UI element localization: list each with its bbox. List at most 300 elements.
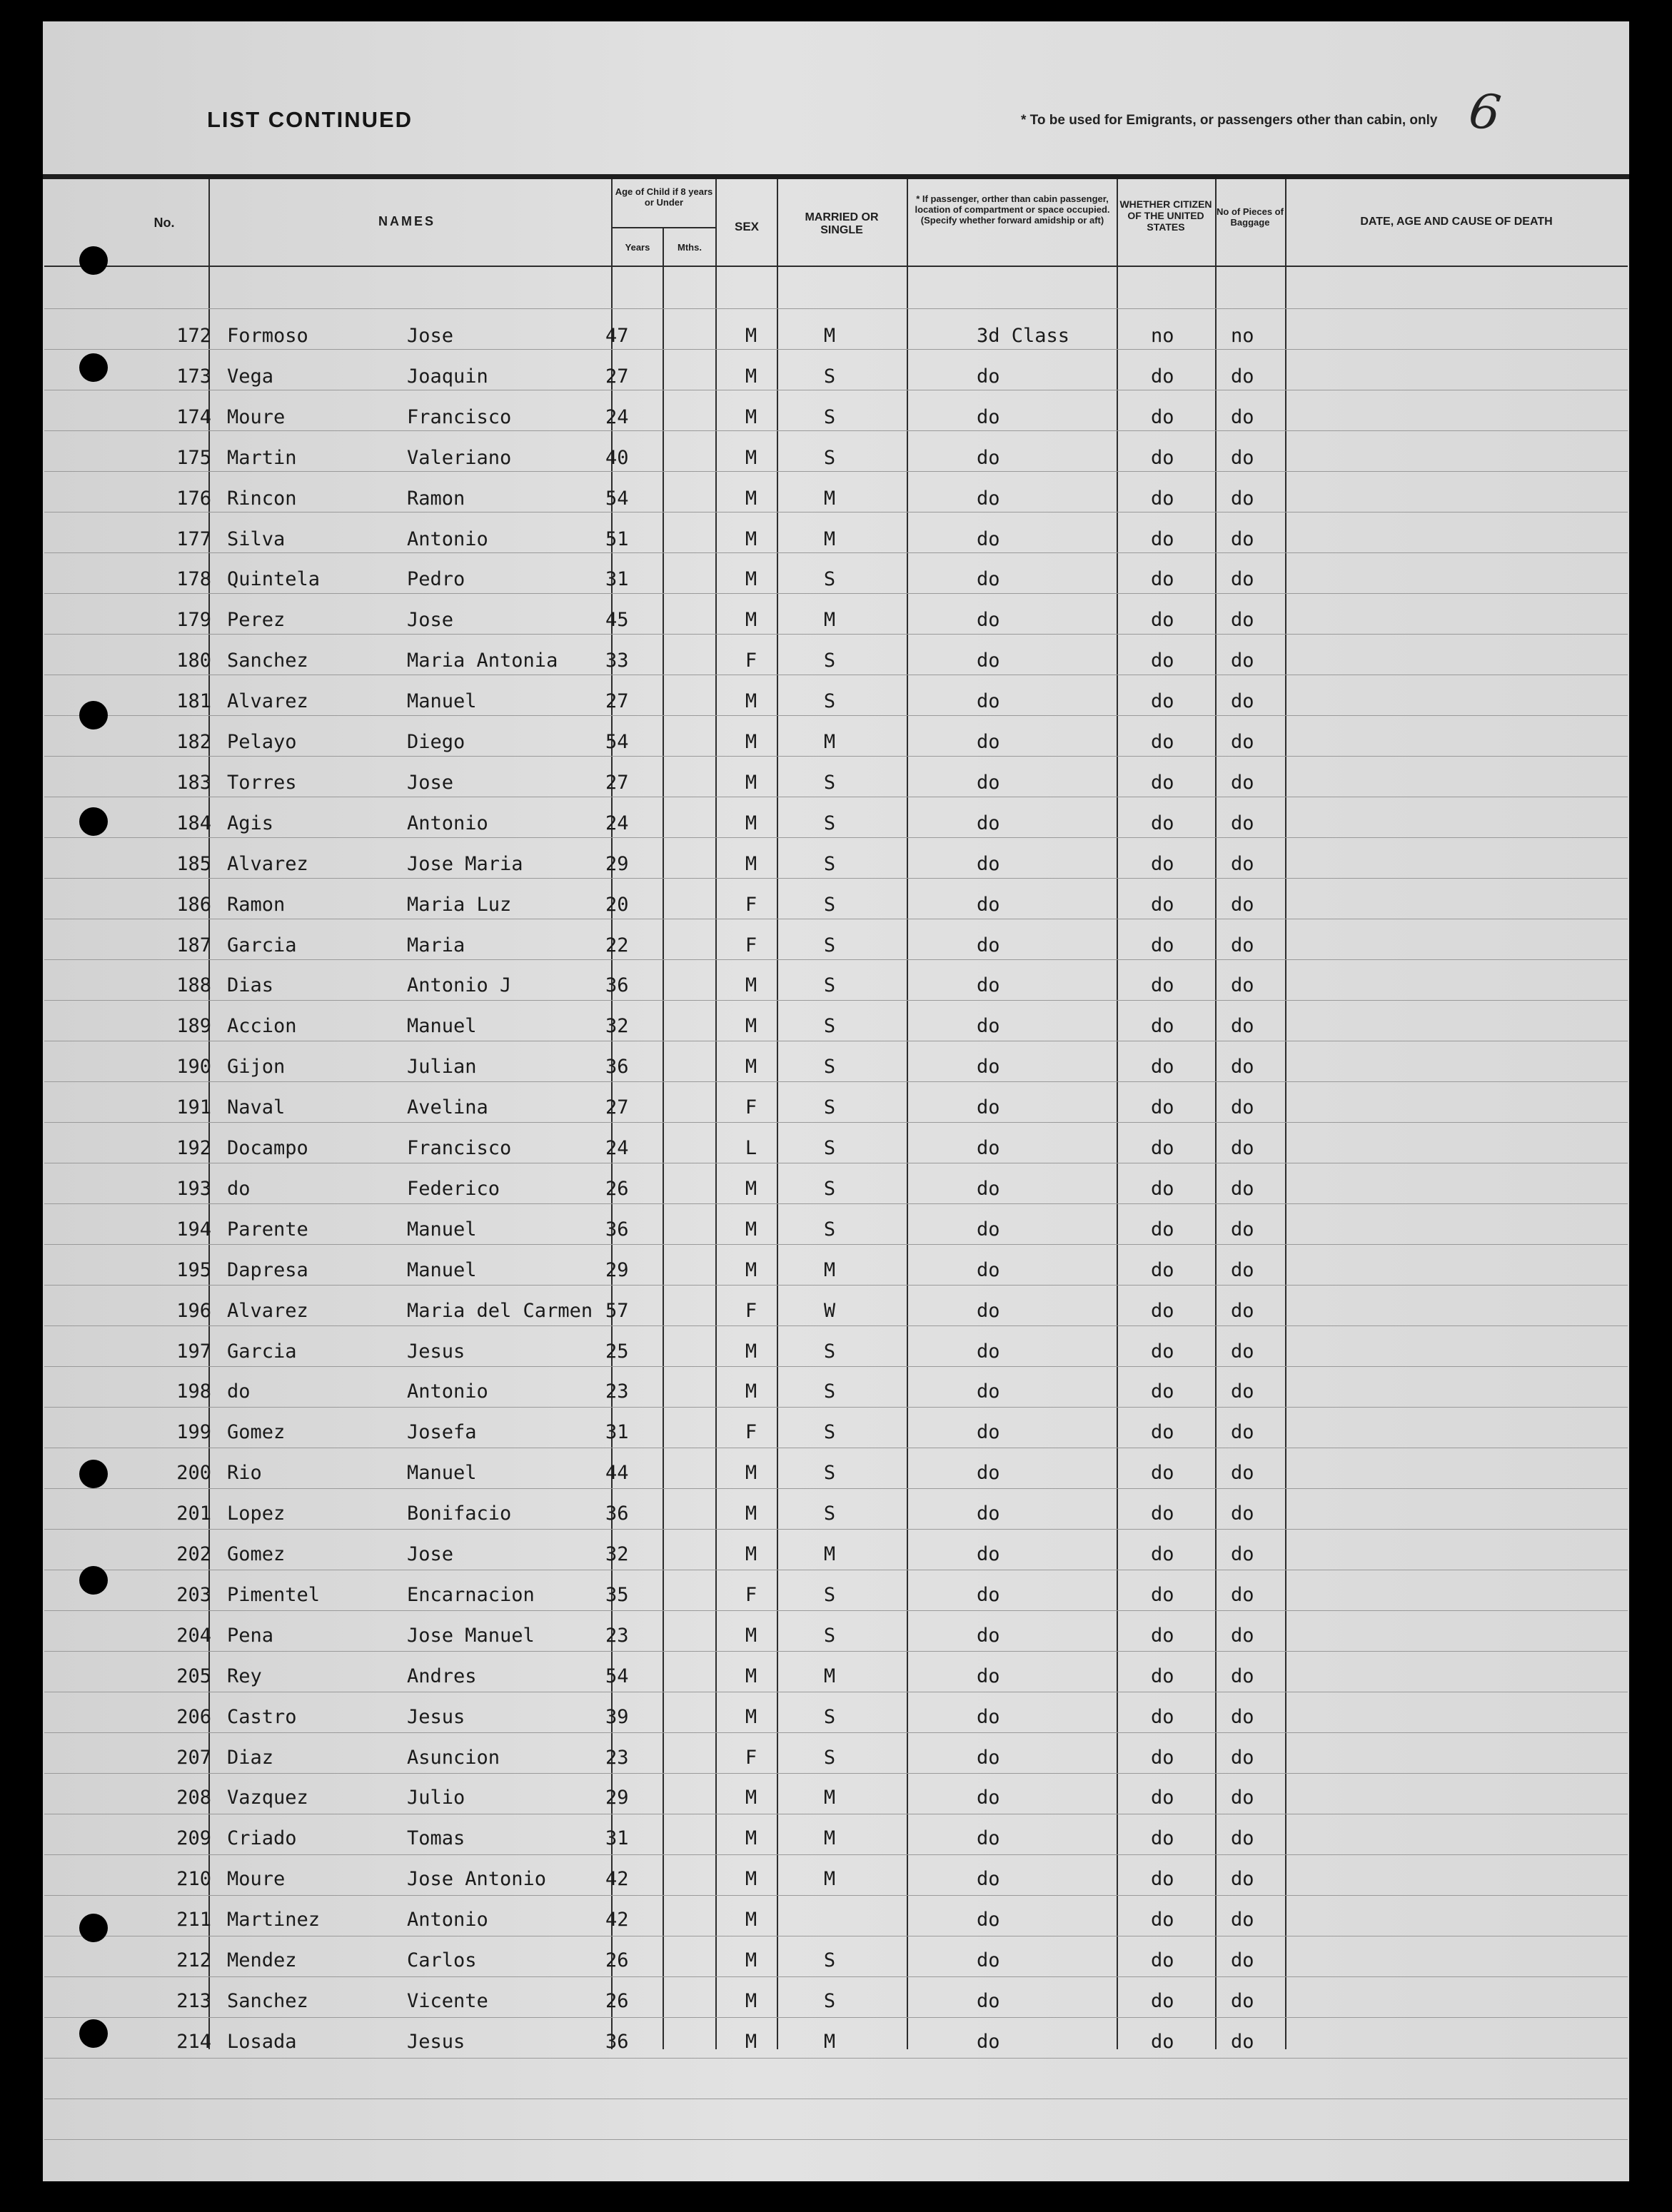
passenger-number: 186 [176, 893, 211, 916]
passenger-marital-status: S [823, 1056, 836, 1079]
passenger-location: do [977, 1503, 1000, 1525]
passenger-location: do [977, 893, 1000, 916]
passenger-age: 54 [605, 1665, 629, 1687]
table-row [0, 528, 1672, 569]
passenger-given-name: Encarnacion [407, 1583, 535, 1606]
passenger-age: 31 [605, 1827, 629, 1850]
passenger-sex: M [745, 1258, 757, 1281]
table-row [0, 650, 1672, 690]
passenger-marital-status: S [823, 1462, 836, 1485]
passenger-baggage: no [1231, 325, 1254, 347]
table-row [0, 1137, 1672, 1178]
passenger-citizen: do [1151, 974, 1174, 997]
passenger-sex: M [745, 1543, 757, 1565]
passenger-location: do [977, 1137, 1000, 1159]
table-row [0, 934, 1672, 975]
passenger-age: 54 [605, 487, 629, 510]
passenger-number: 210 [176, 1868, 211, 1891]
passenger-citizen: do [1151, 650, 1174, 672]
passenger-given-name: Vicente [407, 1989, 488, 2012]
header-top-rule [43, 174, 1629, 179]
passenger-number: 178 [176, 568, 211, 591]
passenger-age: 27 [605, 1096, 629, 1119]
passenger-baggage: do [1231, 1543, 1254, 1565]
passenger-number: 198 [176, 1380, 211, 1403]
passenger-given-name: Antonio [407, 812, 488, 834]
passenger-location: do [977, 1218, 1000, 1241]
passenger-given-name: Andres [407, 1665, 477, 1687]
passenger-given-name: Maria Antonia [407, 650, 558, 672]
passenger-marital-status: S [823, 690, 836, 713]
table-row [0, 1747, 1672, 1787]
passenger-marital-status: S [823, 1015, 836, 1038]
passenger-age: 42 [605, 1909, 629, 1931]
passenger-surname: Mendez [227, 1949, 297, 1971]
table-row [0, 772, 1672, 812]
passenger-citizen: do [1151, 365, 1174, 388]
passenger-baggage: do [1231, 446, 1254, 469]
passenger-surname: Accion [227, 1015, 297, 1038]
passenger-marital-status: S [823, 934, 836, 956]
passenger-surname: Garcia [227, 1340, 297, 1363]
passenger-number: 187 [176, 934, 211, 956]
passenger-surname: Ramon [227, 893, 286, 916]
table-row [0, 568, 1672, 609]
passenger-marital-status: S [823, 1989, 836, 2012]
header-sex: SEX [734, 220, 760, 233]
passenger-age: 22 [605, 934, 629, 956]
passenger-baggage: do [1231, 1665, 1254, 1687]
passenger-marital-status: S [823, 1218, 836, 1241]
passenger-surname: do [227, 1380, 251, 1403]
passenger-age: 36 [605, 1503, 629, 1525]
passenger-baggage: do [1231, 1909, 1254, 1931]
table-row [0, 365, 1672, 406]
passenger-location: do [977, 1258, 1000, 1281]
passenger-citizen: do [1151, 1096, 1174, 1119]
table-row [0, 1096, 1672, 1137]
passenger-citizen: do [1151, 568, 1174, 591]
passenger-sex: M [745, 1665, 757, 1687]
passenger-given-name: Manuel [407, 1258, 477, 1281]
table-row [0, 1218, 1672, 1259]
passenger-baggage: do [1231, 731, 1254, 753]
passenger-citizen: do [1151, 934, 1174, 956]
passenger-sex: M [745, 771, 757, 794]
passenger-marital-status: M [823, 731, 836, 753]
passenger-surname: Sanchez [227, 650, 308, 672]
table-row [0, 1909, 1672, 1949]
passenger-location: do [977, 1989, 1000, 2012]
passenger-number: 193 [176, 1177, 211, 1200]
header-age-of-child: Age of Child if 8 years or Under [615, 186, 713, 208]
passenger-given-name: Manuel [407, 1015, 477, 1038]
passenger-marital-status: S [823, 1096, 836, 1119]
passenger-location: do [977, 1096, 1000, 1119]
table-row [0, 1827, 1672, 1868]
passenger-citizen: do [1151, 1989, 1174, 2012]
passenger-location: do [977, 650, 1000, 672]
passenger-baggage: do [1231, 812, 1254, 834]
passenger-given-name: Jose [407, 609, 454, 632]
passenger-age: 47 [605, 325, 629, 347]
passenger-surname: Silva [227, 527, 286, 550]
passenger-sex: M [745, 1787, 757, 1809]
passenger-age: 51 [605, 527, 629, 550]
passenger-sex: M [745, 812, 757, 834]
passenger-location: do [977, 446, 1000, 469]
passenger-location: do [977, 365, 1000, 388]
passenger-age: 31 [605, 1421, 629, 1444]
passenger-age: 29 [605, 852, 629, 875]
passenger-sex: M [745, 974, 757, 997]
ruled-line [44, 308, 1628, 309]
passenger-age: 40 [605, 446, 629, 469]
passenger-given-name: Asuncion [407, 1746, 500, 1769]
passenger-number: 190 [176, 1056, 211, 1079]
passenger-citizen: do [1151, 1015, 1174, 1038]
passenger-location: do [977, 731, 1000, 753]
passenger-location: do [977, 1056, 1000, 1079]
passenger-surname: Pimentel [227, 1583, 321, 1606]
passenger-baggage: do [1231, 527, 1254, 550]
passenger-given-name: Carlos [407, 1949, 477, 1971]
passenger-marital-status: S [823, 1421, 836, 1444]
passenger-given-name: Tomas [407, 1827, 465, 1850]
passenger-citizen: do [1151, 487, 1174, 510]
passenger-age: 32 [605, 1015, 629, 1038]
passenger-baggage: do [1231, 1868, 1254, 1891]
passenger-surname: Rincon [227, 487, 297, 510]
passenger-age: 44 [605, 1462, 629, 1485]
table-row [0, 325, 1672, 365]
passenger-number: 188 [176, 974, 211, 997]
passenger-sex: M [745, 527, 757, 550]
passenger-marital-status: S [823, 1949, 836, 1971]
passenger-surname: Docampo [227, 1137, 308, 1159]
passenger-marital-status: S [823, 1746, 836, 1769]
passenger-sex: M [745, 446, 757, 469]
passenger-given-name: Manuel [407, 1462, 477, 1485]
passenger-surname: Martin [227, 446, 297, 469]
passenger-age: 29 [605, 1258, 629, 1281]
passenger-sex: M [745, 1503, 757, 1525]
passenger-marital-status: M [823, 1665, 836, 1687]
passenger-given-name: Jose [407, 771, 454, 794]
passenger-age: 35 [605, 1583, 629, 1606]
table-row [0, 690, 1672, 731]
passenger-surname: Losada [227, 2030, 297, 2053]
table-row [0, 488, 1672, 528]
passenger-number: 180 [176, 650, 211, 672]
passenger-marital-status: S [823, 405, 836, 428]
passenger-sex: M [745, 1015, 757, 1038]
passenger-number: 172 [176, 325, 211, 347]
passenger-given-name: Jose Maria [407, 852, 523, 875]
passenger-surname: Naval [227, 1096, 286, 1119]
passenger-sex: M [745, 1380, 757, 1403]
passenger-sex: M [745, 1705, 757, 1728]
passenger-surname: Alvarez [227, 690, 308, 713]
passenger-marital-status: S [823, 974, 836, 997]
passenger-surname: Parente [227, 1218, 308, 1241]
passenger-age: 36 [605, 1218, 629, 1241]
passenger-given-name: Avelina [407, 1096, 488, 1119]
passenger-age: 33 [605, 650, 629, 672]
passenger-number: 213 [176, 1989, 211, 2012]
passenger-baggage: do [1231, 1137, 1254, 1159]
ruled-line [44, 2139, 1628, 2140]
passenger-citizen: do [1151, 1137, 1174, 1159]
passenger-age: 27 [605, 771, 629, 794]
passenger-sex: M [745, 1827, 757, 1850]
passenger-sex: F [745, 1746, 757, 1769]
passenger-citizen: do [1151, 405, 1174, 428]
passenger-marital-status: S [823, 852, 836, 875]
passenger-citizen: do [1151, 1909, 1174, 1931]
passenger-location: do [977, 1665, 1000, 1687]
passenger-age: 36 [605, 2030, 629, 2053]
passenger-citizen: do [1151, 446, 1174, 469]
passenger-location: do [977, 1380, 1000, 1403]
passenger-surname: Sanchez [227, 1989, 308, 2012]
passenger-baggage: do [1231, 1787, 1254, 1809]
passenger-age: 27 [605, 365, 629, 388]
passenger-number: 183 [176, 771, 211, 794]
passenger-baggage: do [1231, 487, 1254, 510]
passenger-age: 24 [605, 812, 629, 834]
passenger-surname: Castro [227, 1705, 297, 1728]
passenger-citizen: do [1151, 893, 1174, 916]
passenger-citizen: do [1151, 1583, 1174, 1606]
passenger-baggage: do [1231, 1827, 1254, 1850]
passenger-number: 206 [176, 1705, 211, 1728]
table-row [0, 1259, 1672, 1300]
passenger-sex: F [745, 1421, 757, 1444]
passenger-surname: Rio [227, 1462, 262, 1485]
passenger-marital-status: S [823, 1705, 836, 1728]
passenger-baggage: do [1231, 609, 1254, 632]
passenger-citizen: do [1151, 1462, 1174, 1485]
passenger-baggage: do [1231, 690, 1254, 713]
passenger-surname: Diaz [227, 1746, 274, 1769]
emigrant-note: * To be used for Emigrants, or passengers other than cabin, only [1021, 113, 1438, 128]
passenger-baggage: do [1231, 1056, 1254, 1079]
passenger-citizen: no [1151, 325, 1174, 347]
passenger-citizen: do [1151, 1421, 1174, 1444]
passenger-number: 191 [176, 1096, 211, 1119]
header-no: No. [153, 216, 175, 230]
header-months: Mths. [678, 242, 702, 253]
passenger-marital-status: S [823, 365, 836, 388]
passenger-location: 3d Class [977, 325, 1070, 347]
passenger-baggage: do [1231, 1380, 1254, 1403]
passenger-sex: F [745, 1583, 757, 1606]
passenger-location: do [977, 852, 1000, 875]
passenger-given-name: Antonio [407, 1380, 488, 1403]
passenger-baggage: do [1231, 934, 1254, 956]
passenger-location: do [977, 2030, 1000, 2053]
passenger-sex: M [745, 1218, 757, 1241]
table-row [0, 1949, 1672, 1990]
passenger-baggage: do [1231, 1583, 1254, 1606]
passenger-sex: M [745, 1056, 757, 1079]
passenger-age: 39 [605, 1705, 629, 1728]
passenger-marital-status: S [823, 1177, 836, 1200]
passenger-marital-status: S [823, 1137, 836, 1159]
passenger-sex: M [745, 852, 757, 875]
passenger-number: 196 [176, 1299, 211, 1322]
passenger-citizen: do [1151, 1868, 1174, 1891]
passenger-baggage: do [1231, 771, 1254, 794]
passenger-number: 194 [176, 1218, 211, 1241]
passenger-given-name: Diego [407, 731, 465, 753]
table-row [0, 1300, 1672, 1340]
passenger-number: 173 [176, 365, 211, 388]
table-row [0, 406, 1672, 447]
passenger-age: 57 [605, 1299, 629, 1322]
passenger-given-name: Joaquin [407, 365, 488, 388]
passenger-location: do [977, 1543, 1000, 1565]
passenger-sex: M [745, 1989, 757, 2012]
passenger-age: 54 [605, 731, 629, 753]
passenger-citizen: do [1151, 1543, 1174, 1565]
table-row [0, 1787, 1672, 1827]
passenger-surname: Perez [227, 609, 286, 632]
passenger-number: 214 [176, 2030, 211, 2053]
passenger-number: 176 [176, 487, 211, 510]
passenger-sex: M [745, 568, 757, 591]
passenger-baggage: do [1231, 1015, 1254, 1038]
passenger-given-name: Jose Antonio [407, 1868, 547, 1891]
passenger-number: 175 [176, 446, 211, 469]
passenger-location: do [977, 1340, 1000, 1363]
passenger-age: 31 [605, 568, 629, 591]
header-years: Years [625, 242, 650, 253]
passenger-location: do [977, 1177, 1000, 1200]
passenger-surname: Martinez [227, 1909, 321, 1931]
passenger-citizen: do [1151, 731, 1174, 753]
passenger-given-name: Maria [407, 934, 465, 956]
passenger-age: 26 [605, 1989, 629, 2012]
passenger-baggage: do [1231, 650, 1254, 672]
passenger-given-name: Francisco [407, 1137, 512, 1159]
passenger-marital-status: S [823, 1380, 836, 1403]
passenger-surname: Alvarez [227, 852, 308, 875]
passenger-age: 23 [605, 1746, 629, 1769]
passenger-location: do [977, 690, 1000, 713]
passenger-given-name: Jesus [407, 1340, 465, 1363]
passenger-surname: Alvarez [227, 1299, 308, 1322]
passenger-age: 24 [605, 405, 629, 428]
passenger-sex: F [745, 1096, 757, 1119]
table-row [0, 2031, 1672, 2071]
passenger-citizen: do [1151, 852, 1174, 875]
passenger-location: do [977, 487, 1000, 510]
passenger-marital-status: M [823, 1787, 836, 1809]
passenger-baggage: do [1231, 1503, 1254, 1525]
passenger-marital-status: M [823, 1868, 836, 1891]
passenger-sex: M [745, 365, 757, 388]
passenger-number: 179 [176, 609, 211, 632]
passenger-age: 42 [605, 1868, 629, 1891]
passenger-citizen: do [1151, 1705, 1174, 1728]
table-row [0, 1178, 1672, 1218]
passenger-citizen: do [1151, 1258, 1174, 1281]
passenger-baggage: do [1231, 405, 1254, 428]
passenger-citizen: do [1151, 1380, 1174, 1403]
passenger-marital-status: M [823, 1543, 836, 1565]
passenger-location: do [977, 1909, 1000, 1931]
passenger-location: do [977, 1868, 1000, 1891]
header-baggage: No of Pieces of Baggage [1217, 206, 1284, 228]
passenger-baggage: do [1231, 852, 1254, 875]
passenger-given-name: Maria del Carmen [407, 1299, 593, 1322]
passenger-citizen: do [1151, 1787, 1174, 1809]
passenger-age: 20 [605, 893, 629, 916]
passenger-sex: M [745, 731, 757, 753]
passenger-marital-status: M [823, 609, 836, 632]
passenger-number: 181 [176, 690, 211, 713]
passenger-location: do [977, 771, 1000, 794]
passenger-surname: Vega [227, 365, 274, 388]
passenger-surname: Dapresa [227, 1258, 308, 1281]
table-row [0, 1421, 1672, 1462]
header-death: DATE, AGE AND CAUSE OF DEATH [1360, 216, 1553, 228]
passenger-baggage: do [1231, 1705, 1254, 1728]
passenger-number: 200 [176, 1462, 211, 1485]
passenger-surname: Criado [227, 1827, 297, 1850]
passenger-number: 201 [176, 1503, 211, 1525]
passenger-given-name: Pedro [407, 568, 465, 591]
passenger-baggage: do [1231, 568, 1254, 591]
table-row [0, 1625, 1672, 1665]
passenger-sex: L [745, 1137, 757, 1159]
passenger-marital-status: M [823, 325, 836, 347]
passenger-number: 207 [176, 1746, 211, 1769]
passenger-sex: M [745, 405, 757, 428]
passenger-citizen: do [1151, 1299, 1174, 1322]
passenger-number: 189 [176, 1015, 211, 1038]
passenger-age: 36 [605, 1056, 629, 1079]
passenger-location: do [977, 1705, 1000, 1728]
passenger-given-name: Julio [407, 1787, 465, 1809]
passenger-marital-status: S [823, 650, 836, 672]
passenger-number: 212 [176, 1949, 211, 1971]
passenger-marital-status: M [823, 487, 836, 510]
passenger-age: 27 [605, 690, 629, 713]
passenger-given-name: Francisco [407, 405, 512, 428]
passenger-surname: Formoso [227, 325, 308, 347]
passenger-location: do [977, 1787, 1000, 1809]
passenger-marital-status: M [823, 527, 836, 550]
passenger-number: 192 [176, 1137, 211, 1159]
passenger-given-name: Federico [407, 1177, 500, 1200]
passenger-given-name: Manuel [407, 1218, 477, 1241]
passenger-age: 25 [605, 1340, 629, 1363]
passenger-given-name: Jose [407, 325, 454, 347]
passenger-number: 182 [176, 731, 211, 753]
passenger-location: do [977, 974, 1000, 997]
passenger-location: do [977, 812, 1000, 834]
passenger-surname: Pelayo [227, 731, 297, 753]
passenger-number: 195 [176, 1258, 211, 1281]
passenger-citizen: do [1151, 1665, 1174, 1687]
passenger-number: 204 [176, 1624, 211, 1647]
table-row [0, 609, 1672, 650]
passenger-number: 197 [176, 1340, 211, 1363]
passenger-citizen: do [1151, 1177, 1174, 1200]
